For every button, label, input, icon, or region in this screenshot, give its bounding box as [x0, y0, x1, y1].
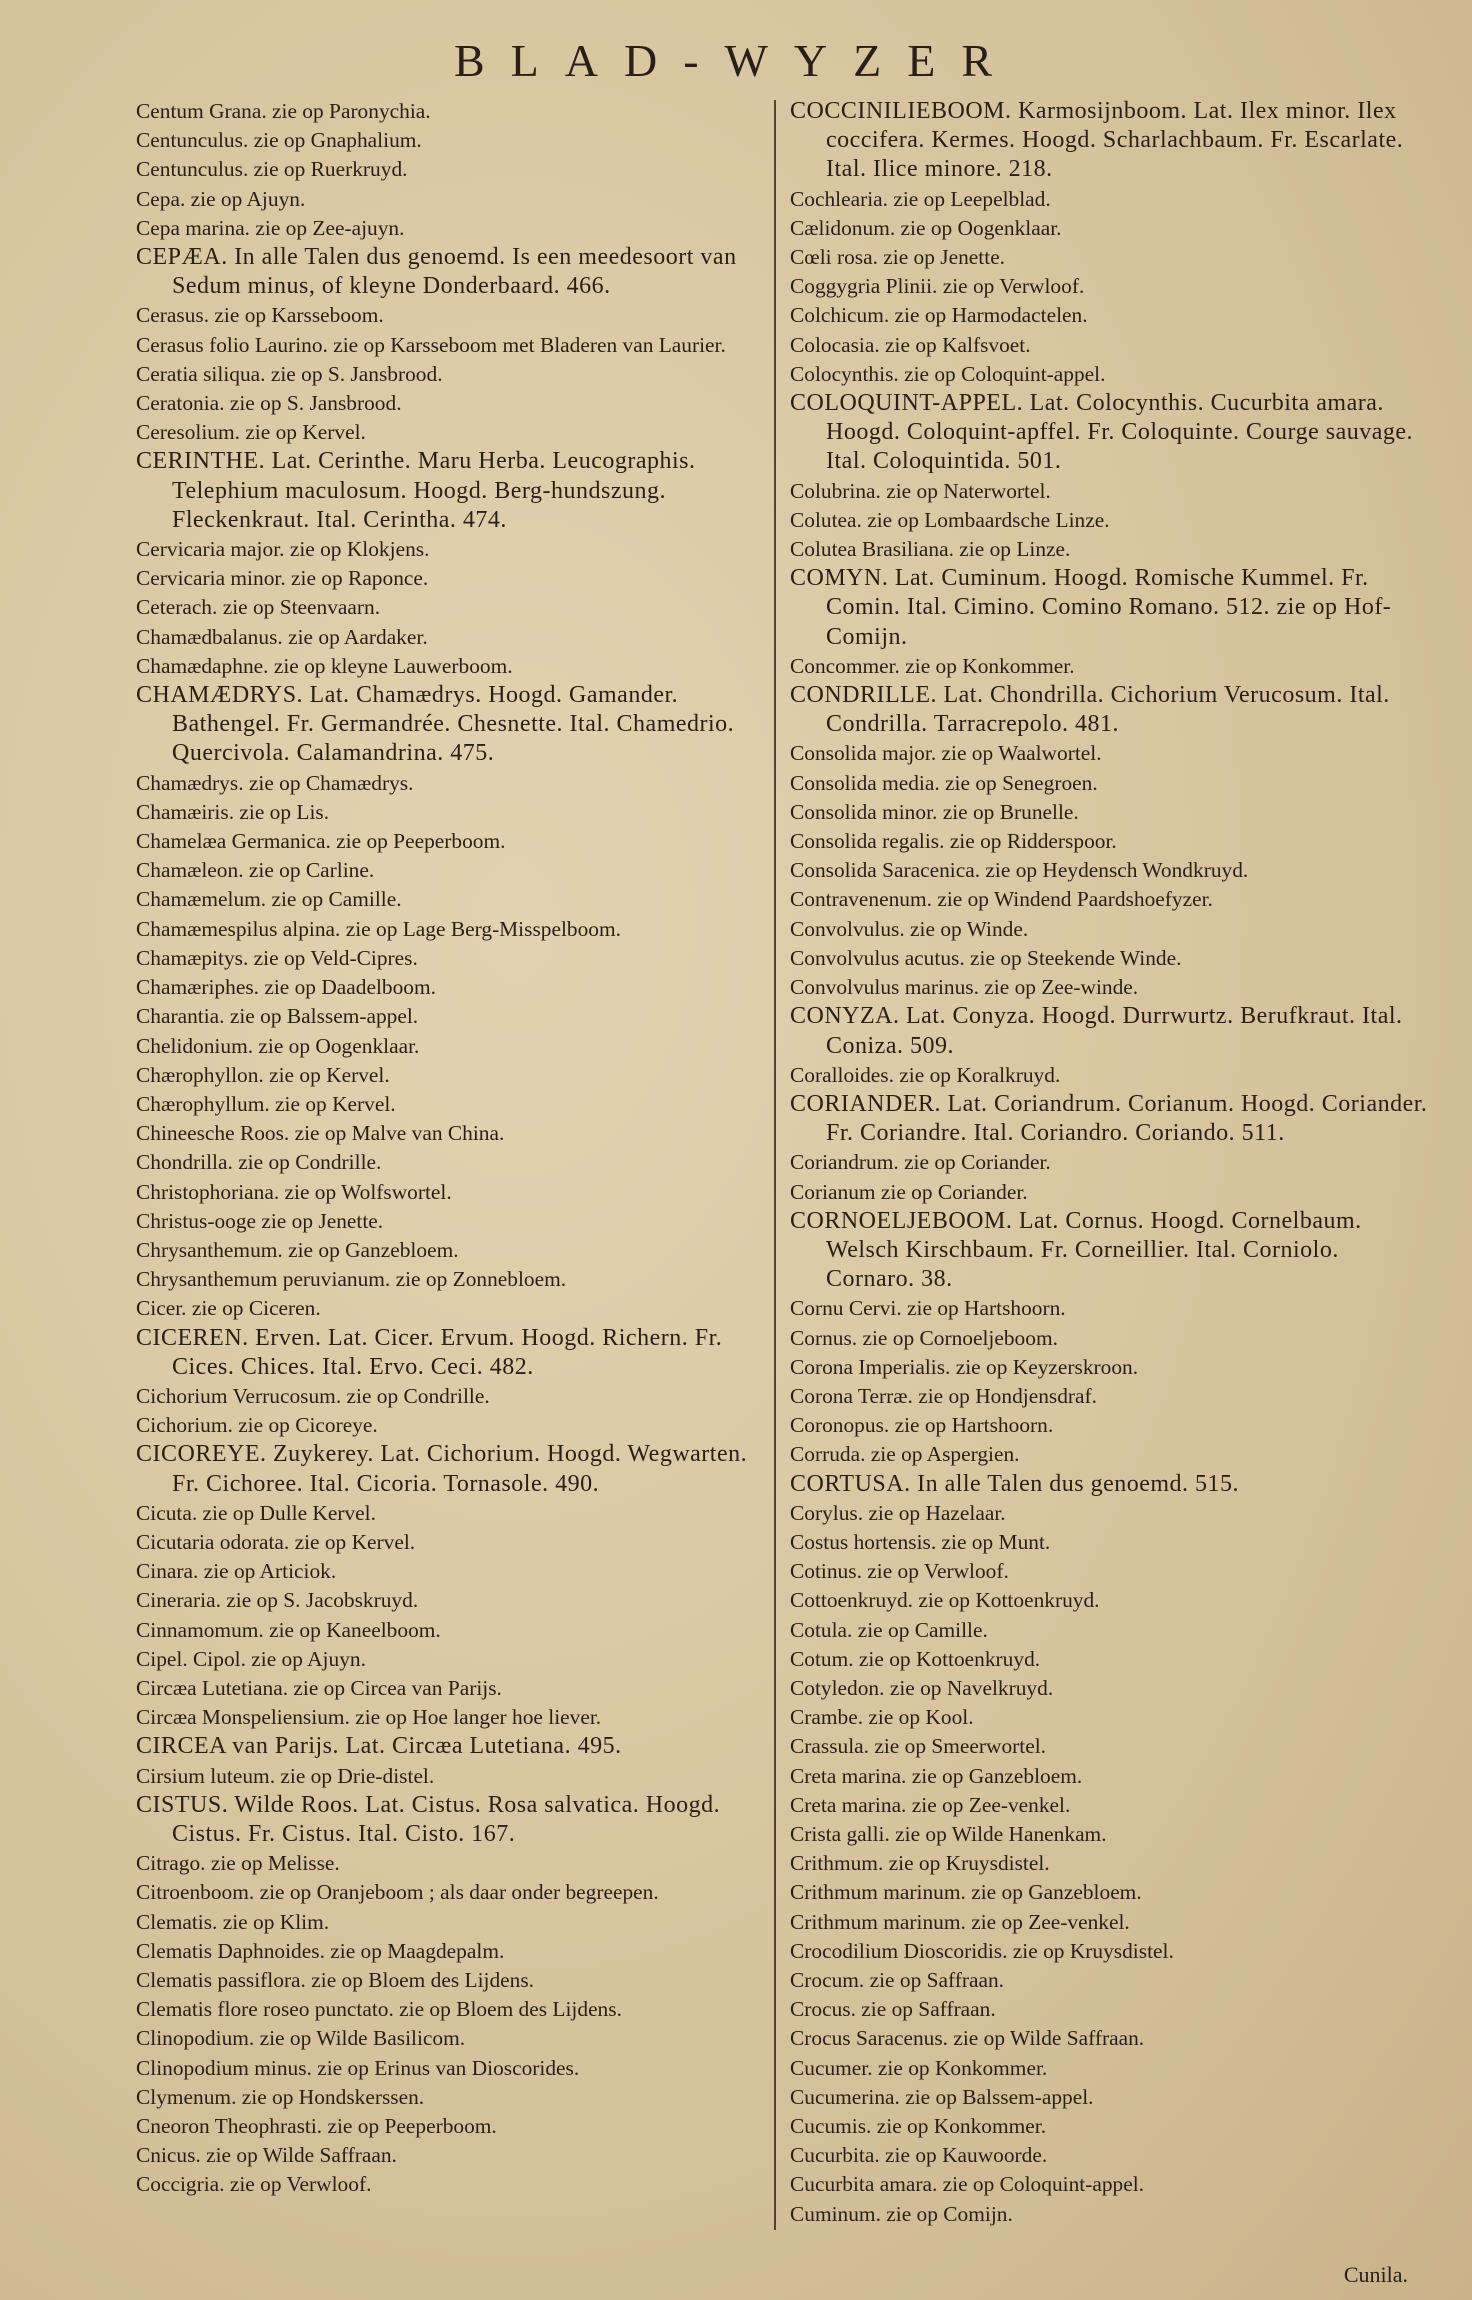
- index-entry: Circæa Lutetiana. zie op Circea van Parijs.: [136, 1675, 502, 1700]
- index-entry: Charantia. zie op Balssem-appel.: [136, 1004, 419, 1029]
- index-entry: Cucumer. zie op Konkommer.: [790, 2055, 1048, 2080]
- index-entry: Christus-ooge zie op Jenette.: [136, 1208, 384, 1233]
- index-entry: Chærophyllum. zie op Kervel.: [136, 1091, 396, 1116]
- index-entry: Crambe. zie op Kool.: [790, 1705, 974, 1730]
- index-entry: Contravenenum. zie op Windend Paardshoefyzer.: [790, 887, 1213, 912]
- index-entry: Cotinus. zie op Verwloof.: [790, 1559, 1009, 1584]
- index-entry: COMYN. Lat. Cuminum. Hoogd. Romische Kummel. Fr. Comin. Ital. Cimino. Comino Romano. 512. zie op Hof-Comijn.: [790, 565, 1392, 650]
- index-entry: Ceresolium. zie op Kervel.: [136, 420, 366, 445]
- index-entry: Chrysanthemum peruvianum. zie op Zonnebloem.: [136, 1267, 567, 1292]
- index-entry: CEPÆA. In alle Talen dus genoemd. Is een meedesoort van Sedum minus, of kleyne Donderbaard. 466.: [136, 244, 737, 300]
- index-entry: Cinara. zie op Articiok.: [136, 1559, 337, 1584]
- index-entry: Cotula. zie op Camille.: [790, 1617, 988, 1642]
- index-entry: CERINTHE. Lat. Cerinthe. Maru Herba. Leucographis. Telephium maculosum. Hoogd. Berg-hundszung. Fleckenkraut. Ital. Cerintha. 474.: [136, 448, 696, 533]
- page-title: BLAD-WYZER: [453, 35, 1019, 86]
- index-entry: CORNOELJEBOOM. Lat. Cornus. Hoogd. Cornelbaum. Welsch Kirschbaum. Fr. Corneillier. Ital. Corniolo. Cornaro. 38.: [790, 1207, 1362, 1293]
- index-entry: Chamæpitys. zie op Veld-Cipres.: [136, 945, 418, 970]
- index-entry: Colutea. zie op Lombaardsche Linze.: [790, 507, 1110, 532]
- index-entry: CONDRILLE. Lat. Chondrilla. Cichorium Verucosum. Ital. Condrilla. Tarracrepolo. 481.: [790, 682, 1390, 738]
- index-entry: Cicuta. zie op Dulle Kervel.: [136, 1500, 376, 1525]
- index-entry: Clinopodium. zie op Wilde Basilicom.: [136, 2026, 466, 2051]
- catchword: Cunila.: [1343, 2262, 1408, 2287]
- index-entry: Cucurbita amara. zie op Coloquint-appel.: [790, 2172, 1145, 2197]
- index-entry: Cerasus. zie op Karsseboom.: [136, 303, 384, 328]
- index-entry: Cervicaria major. zie op Klokjens.: [136, 537, 430, 562]
- index-entry: Costus hortensis. zie op Munt.: [790, 1529, 1051, 1554]
- index-entry: Chamæmespilus alpina. zie op Lage Berg-Misspelboom.: [136, 916, 621, 941]
- index-entry: Cochlearia. zie op Leepelblad.: [790, 186, 1051, 211]
- index-entry: Ceterach. zie op Steenvaarn.: [136, 595, 381, 620]
- index-entry: CISTUS. Wilde Roos. Lat. Cistus. Rosa salvatica. Hoogd. Cistus. Fr. Cistus. Ital. Cisto. 167.: [136, 1791, 721, 1847]
- index-entry: Cinnamomum. zie op Kaneelboom.: [136, 1617, 441, 1642]
- index-entry: Chrysanthemum. zie op Ganzebloem.: [136, 1237, 459, 1262]
- index-entry: Crithmum marinum. zie op Zee-venkel.: [790, 1909, 1130, 1934]
- index-entry: Creta marina. zie op Ganzebloem.: [790, 1763, 1083, 1788]
- index-entry: Chamelæa Germanica. zie op Peeperboom.: [136, 829, 506, 854]
- index-entry: Corona Imperialis. zie op Keyzerskroon.: [790, 1354, 1139, 1379]
- index-entry: Clematis flore roseo punctato. zie op Bloem des Lijdens.: [136, 1997, 622, 2022]
- index-entry: Cornu Cervi. zie op Hartshoorn.: [790, 1296, 1066, 1321]
- index-entry: Cneoron Theophrasti. zie op Peeperboom.: [136, 2114, 497, 2139]
- index-entry: Consolida major. zie op Waalwortel.: [790, 741, 1102, 766]
- index-entry: Cucumerina. zie op Balssem-appel.: [790, 2084, 1094, 2109]
- index-entry: Ceratia siliqua. zie op S. Jansbrood.: [136, 361, 443, 386]
- index-entry: Cnicus. zie op Wilde Saffraan.: [136, 2143, 397, 2168]
- index-entry: Cipel. Cipol. zie op Ajuyn.: [136, 1646, 366, 1671]
- index-entry: Ceratonia. zie op S. Jansbrood.: [136, 391, 402, 416]
- index-entry: Coriandrum. zie op Coriander.: [790, 1150, 1051, 1175]
- index-entry: Centunculus. zie op Gnaphalium.: [136, 128, 422, 153]
- index-entry: Clymenum. zie op Hondskerssen.: [136, 2084, 425, 2109]
- index-entry: COCCINILIEBOOM. Karmosijnboom. Lat. Ilex minor. Ilex coccifera. Kermes. Hoogd. Scharlachbaum. Fr. Escarlate. Ital. Ilice minore. 218.: [790, 98, 1404, 183]
- index-entry: Coggygria Plinii. zie op Verwloof.: [790, 274, 1085, 299]
- index-entry: Citrago. zie op Melisse.: [136, 1851, 340, 1876]
- index-entry: Clematis Daphnoides. zie op Maagdepalm.: [136, 1938, 505, 1963]
- index-entry: Crassula. zie op Smeerwortel.: [790, 1734, 1047, 1759]
- index-entry: Chamæmelum. zie op Camille.: [136, 887, 402, 912]
- index-entry: Cicer. zie op Ciceren.: [136, 1296, 321, 1321]
- index-entry: CICOREYE. Zuykerey. Lat. Cichorium. Hoogd. Wegwarten. Fr. Cichoree. Ital. Cicoria. Tornasole. 490.: [136, 1441, 748, 1497]
- index-entry: Cervicaria minor. zie op Raponce.: [136, 566, 429, 591]
- index-entry: COLOQUINT-APPEL. Lat. Colocynthis. Cucurbita amara. Hoogd. Coloquint-apffel. Fr. Coloquinte. Courge sauvage. Ital. Coloquintida. 501.: [790, 390, 1414, 475]
- index-entry: Colutea Brasiliana. zie op Linze.: [790, 537, 1071, 562]
- index-entry: Colubrina. zie op Naterwortel.: [790, 478, 1051, 503]
- index-entry: Corylus. zie op Hazelaar.: [790, 1500, 1006, 1525]
- index-entry: Chamædaphne. zie op kleyne Lauwerboom.: [136, 653, 513, 678]
- index-entry: Cepa. zie op Ajuyn.: [136, 186, 306, 211]
- index-entry: Chamæiris. zie op Lis.: [136, 799, 330, 824]
- index-entry: Colocasia. zie op Kalfsvoet.: [790, 332, 1031, 357]
- index-entry: Citroenboom. zie op Oranjeboom ; als daar onder begreepen.: [136, 1880, 659, 1905]
- index-entry: Chamædbalanus. zie op Aardaker.: [136, 624, 428, 649]
- index-entry: Chelidonium. zie op Oogenklaar.: [136, 1033, 420, 1058]
- index-entry: Coccigria. zie op Verwloof.: [136, 2172, 372, 2197]
- index-entry: CIRCEA van Parijs. Lat. Circæa Lutetiana. 495.: [136, 1733, 622, 1760]
- index-entry: Cucurbita. zie op Kauwoorde.: [790, 2143, 1048, 2168]
- index-entry: Centunculus. zie op Ruerkruyd.: [136, 157, 408, 182]
- index-entry: Cotum. zie op Kottoenkruyd.: [790, 1646, 1041, 1671]
- index-entry: CHAMÆDRYS. Lat. Chamædrys. Hoogd. Gamander. Bathengel. Fr. Germandrée. Chesnette. Ital. Chamedrio. Quercivola. Calamandrina. 475.: [136, 682, 735, 767]
- index-entry: Consolida regalis. zie op Ridderspoor.: [790, 829, 1117, 854]
- index-entry: Cælidonum. zie op Oogenklaar.: [790, 215, 1062, 240]
- index-entry: Concommer. zie op Konkommer.: [790, 653, 1075, 678]
- index-entry: CICEREN. Erven. Lat. Cicer. Ervum. Hoogd. Richern. Fr. Cices. Chices. Ital. Ervo. Ceci. 482.: [136, 1324, 723, 1380]
- index-entry: Coronopus. zie op Hartshoorn.: [790, 1413, 1054, 1438]
- index-entry: Cerasus folio Laurino. zie op Karsseboom met Bladeren van Laurier.: [136, 332, 726, 357]
- index-entry: Crithmum. zie op Kruysdistel.: [790, 1851, 1050, 1876]
- index-entry: Colocynthis. zie op Coloquint-appel.: [790, 361, 1106, 386]
- index-entry: Crithmum marinum. zie op Ganzebloem.: [790, 1880, 1142, 1905]
- index-entry: Crocodilium Dioscoridis. zie op Kruysdistel.: [790, 1938, 1174, 1963]
- index-entry: Consolida minor. zie op Brunelle.: [790, 799, 1079, 824]
- index-entry: Cottoenkruyd. zie op Kottoenkruyd.: [790, 1588, 1100, 1613]
- index-entry: Christophoriana. zie op Wolfswortel.: [136, 1179, 452, 1204]
- index-entry: Consolida Saracenica. zie op Heydensch Wondkruyd.: [790, 858, 1249, 883]
- index-entry: Circæa Monspeliensium. zie op Hoe langer hoe liever.: [136, 1705, 602, 1730]
- index-entry: CONYZA. Lat. Conyza. Hoogd. Durrwurtz. Berufkraut. Ital. Coniza. 509.: [790, 1003, 1403, 1059]
- index-entry: CORIANDER. Lat. Coriandrum. Corianum. Hoogd. Coriander. Fr. Coriandre. Ital. Coriandro. Coriando. 511.: [790, 1090, 1428, 1147]
- index-entry: Cœli rosa. zie op Jenette.: [790, 245, 1006, 270]
- index-entry: Convolvulus marinus. zie op Zee-winde.: [790, 975, 1139, 1000]
- index-entry: Cirsium luteum. zie op Drie-distel.: [136, 1763, 435, 1788]
- index-entry: Coralloides. zie op Koralkruyd.: [790, 1062, 1061, 1087]
- index-entry: Creta marina. zie op Zee-venkel.: [790, 1792, 1071, 1817]
- index-entry: Cicutaria odorata. zie op Kervel.: [136, 1529, 416, 1554]
- index-entry: Cineraria. zie op S. Jacobskruyd.: [136, 1588, 419, 1613]
- index-entry: CORTUSA. In alle Talen dus genoemd. 515.: [790, 1470, 1240, 1497]
- index-entry: Crocus Saracenus. zie op Wilde Saffraan.: [790, 2026, 1145, 2051]
- index-entry: Cepa marina. zie op Zee-ajuyn.: [136, 215, 405, 240]
- index-entry: Chærophyllon. zie op Kervel.: [136, 1062, 390, 1087]
- index-entry: Convolvulus acutus. zie op Steekende Winde.: [790, 945, 1182, 970]
- index-entry: Cichorium. zie op Cicoreye.: [136, 1413, 378, 1438]
- index-entry: Crocus. zie op Saffraan.: [790, 1997, 996, 2022]
- index-entry: Chamæleon. zie op Carline.: [136, 858, 375, 883]
- left-column: [136, 97, 776, 2200]
- index-entry: Corruda. zie op Aspergien.: [790, 1442, 1020, 1467]
- index-entry: Chondrilla. zie op Condrille.: [136, 1150, 382, 1175]
- index-entry: Cornus. zie op Cornoeljeboom.: [790, 1325, 1058, 1350]
- index-entry: Consolida media. zie op Senegroen.: [790, 770, 1098, 795]
- index-entry: Clematis. zie op Klim.: [136, 1909, 330, 1934]
- index-entry: Clematis passiflora. zie op Bloem des Lijdens.: [136, 1968, 535, 1992]
- index-entry: Cotyledon. zie op Navelkruyd.: [790, 1675, 1054, 1700]
- index-entry: Clinopodium minus. zie op Erinus van Dioscorides.: [136, 2055, 580, 2080]
- index-entry: Cichorium Verrucosum. zie op Condrille.: [136, 1383, 490, 1408]
- index-entry: Crista galli. zie op Wilde Hanenkam.: [790, 1821, 1107, 1846]
- index-entry: Cuminum. zie op Comijn.: [790, 2201, 1013, 2226]
- index-entry: Colchicum. zie op Harmodactelen.: [790, 303, 1088, 328]
- index-entry: Centum Grana. zie op Paronychia.: [136, 99, 431, 123]
- index-entry: Crocum. zie op Saffraan.: [790, 1968, 1005, 1992]
- index-entry: Corianum zie op Coriander.: [790, 1179, 1028, 1204]
- index-entry: Chineesche Roos. zie op Malve van China.: [136, 1121, 505, 1146]
- index-entry: Convolvulus. zie op Winde.: [790, 916, 1029, 941]
- index-entry: Corona Terræ. zie op Hondjensdraf.: [790, 1383, 1097, 1408]
- index-entry: Cucumis. zie op Konkommer.: [790, 2114, 1047, 2139]
- index-entry: Chamædrys. zie op Chamædrys.: [136, 770, 414, 795]
- index-entry: Chamæriphes. zie op Daadelboom.: [136, 975, 436, 1000]
- right-column: [790, 97, 1430, 2229]
